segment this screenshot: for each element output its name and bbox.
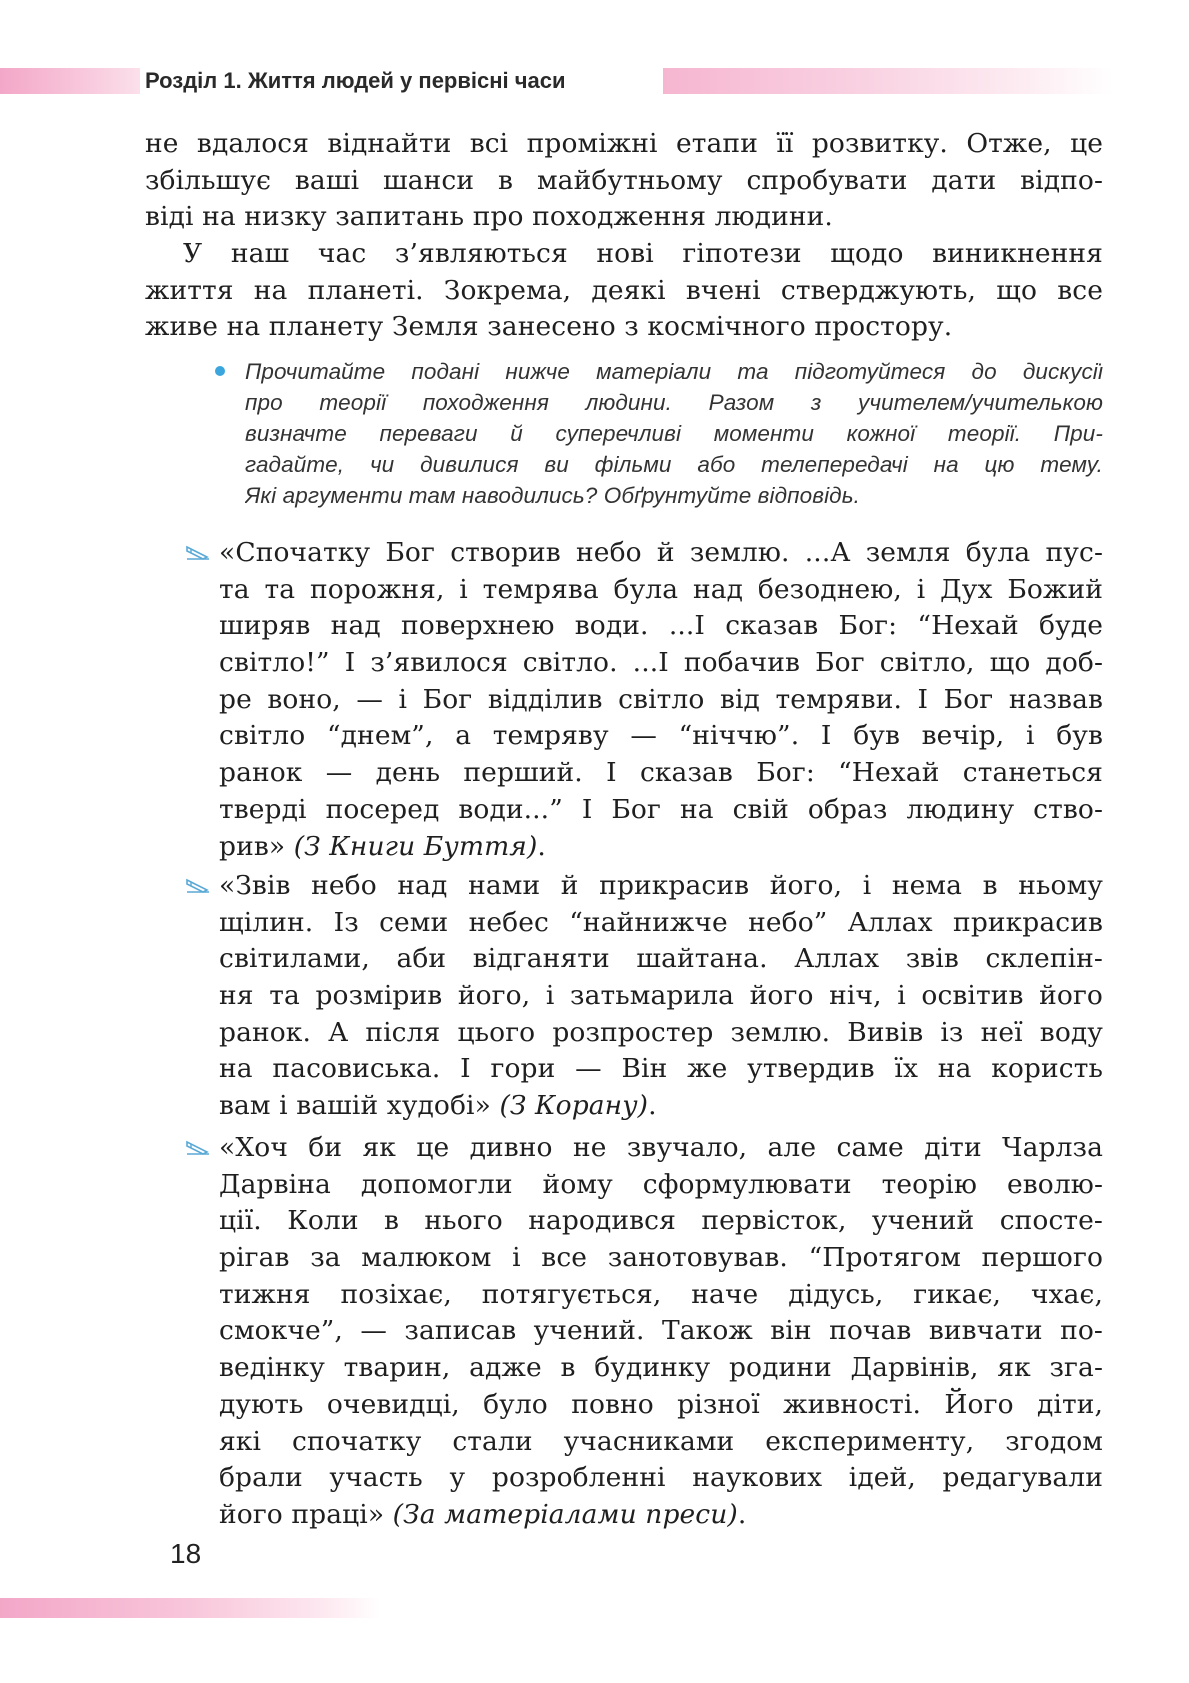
text-line: живе на планету Земля занесено з космічного простору.: [145, 311, 953, 343]
text-line: віді на низку запитань про походження людини.: [145, 201, 833, 233]
quote-end: .: [537, 830, 546, 862]
quote-last-line: [219, 829, 1103, 866]
quote-line: «Звів небо над нами й прикрасив його, і нема в ньому: [219, 870, 1103, 901]
intro-paragraph-1: [145, 126, 1103, 236]
quote-line: тверді посеред води...” І Бог на свій образ людину ство-: [219, 793, 1103, 825]
text-line: збільшує ваші шанси в майбутньому спробувати дати відпо-: [145, 164, 1103, 196]
task-instructions: [245, 356, 1103, 511]
task-line: про теорії походження людини. Разом з учителем/учителькою: [245, 390, 1103, 415]
quote-source: (За матеріалами преси): [392, 1498, 738, 1530]
header-accent-bar-left: [0, 68, 140, 94]
quote-line: які спочатку стали учасниками експерименту, згодом: [219, 1425, 1103, 1457]
task-line: визначте переваги й суперечливі моменти кожної теорії. При-: [245, 421, 1103, 446]
quote-source: (З Книги Буття): [293, 830, 538, 862]
quote-line: світилами, аби відганяти шайтана. Аллах звів склепін-: [219, 943, 1103, 975]
quote-line: «Спочатку Бог створив небо й землю. ...А земля була пус-: [219, 537, 1103, 568]
quote-last-line: [219, 1088, 1103, 1125]
section-title: Розділ 1. Життя людей у первісні часи: [145, 68, 566, 93]
quote-line: ня та розмірив його, і затьмарила його ніч, і освітив його: [219, 980, 1103, 1012]
quote-line: дують очевидці, було повно різної живності. Його діти,: [219, 1388, 1103, 1420]
quote-line: щілин. Із семи небес “найнижче небо” Аллах прикрасив: [219, 906, 1103, 938]
task-line: Які аргументи там наводились? Обґрунтуйте відповідь.: [245, 483, 860, 508]
quote-line: тижня позіхає, потягується, наче дідусь, гикає, чхає,: [219, 1278, 1103, 1310]
quote-text: його праці»: [219, 1498, 385, 1530]
quote-line: ції. Коли в нього народився первісток, учений спосте-: [219, 1205, 1103, 1237]
page-number: 18: [170, 1538, 202, 1569]
quote-text: рив»: [219, 830, 286, 862]
quote-line: ранок — день перший. І сказав Бог: “Нехай станеться: [219, 757, 1103, 789]
quote-line: ре воно, — і Бог відділив світло від темряви. І Бог назвав: [219, 683, 1103, 715]
quote-end: .: [737, 1498, 747, 1530]
pen-icon: [185, 876, 211, 896]
text-line: життя на планеті. Зокрема, деякі вчені стверджують, що все: [145, 274, 1103, 306]
task-line: Прочитайте подані нижче матеріали та підготуйтеся до дискусії: [245, 359, 1103, 384]
task-line: гадайте, чи дивилися ви фільми або телепередачі на цю тему.: [245, 452, 1103, 477]
bullet-icon: [215, 366, 225, 376]
quote-line: ширяв над поверхнею води. ...І сказав Бог: “Нехай буде: [219, 610, 1103, 642]
quote-line: Дарвіна допомогли йому сформулювати теорію еволю-: [219, 1168, 1103, 1200]
quote-source: (З Корану): [499, 1090, 649, 1122]
quote-line: «Хоч би як це дивно не звучало, але саме діти Чарлза: [219, 1132, 1103, 1163]
header-accent-bar-right: [663, 68, 1113, 94]
quote-line: світло “днем”, а темряву — “ніччю”. І був вечір, і був: [219, 720, 1103, 752]
quote-line: брали участь у розробленні наукових ідей, редагували: [219, 1462, 1103, 1494]
quote-text: вам і вашій худобі»: [219, 1090, 491, 1122]
intro-paragraph-2: [145, 236, 1103, 346]
quote-line: ранок. А після цього розпростер землю. Вивів із неї воду: [219, 1016, 1103, 1048]
quote-last-line: [219, 1497, 1103, 1534]
quote-genesis: [219, 535, 1103, 865]
quote-line: світло!” І з’явилося світло. ...І побачив Бог світло, що доб-: [219, 647, 1103, 679]
quote-line: ведінку тварин, адже в будинку родини Дарвінів, як зга-: [219, 1352, 1103, 1384]
pen-icon: [185, 543, 211, 563]
quote-end: .: [648, 1090, 657, 1122]
pen-icon: [185, 1138, 211, 1158]
footer-accent-bar: [0, 1598, 380, 1618]
quote-line: на пасовиська. І гори — Він же утвердив їх на користь: [219, 1053, 1103, 1085]
quote-line: рігав за малюком і все занотовував. “Протягом першого: [219, 1242, 1103, 1274]
quote-darwin: [219, 1130, 1103, 1534]
quote-line: та та порожня, і темрява була над безоднею, і Дух Божий: [219, 573, 1103, 605]
text-line: У наш час з’являються нові гіпотези щодо виникнення: [183, 238, 1103, 269]
quote-line: смокче”, — записав учений. Також він почав вивчати по-: [219, 1315, 1103, 1347]
text-line: не вдалося віднайти всі проміжні етапи її розвитку. Отже, це: [145, 128, 1103, 159]
quote-quran: [219, 868, 1103, 1125]
